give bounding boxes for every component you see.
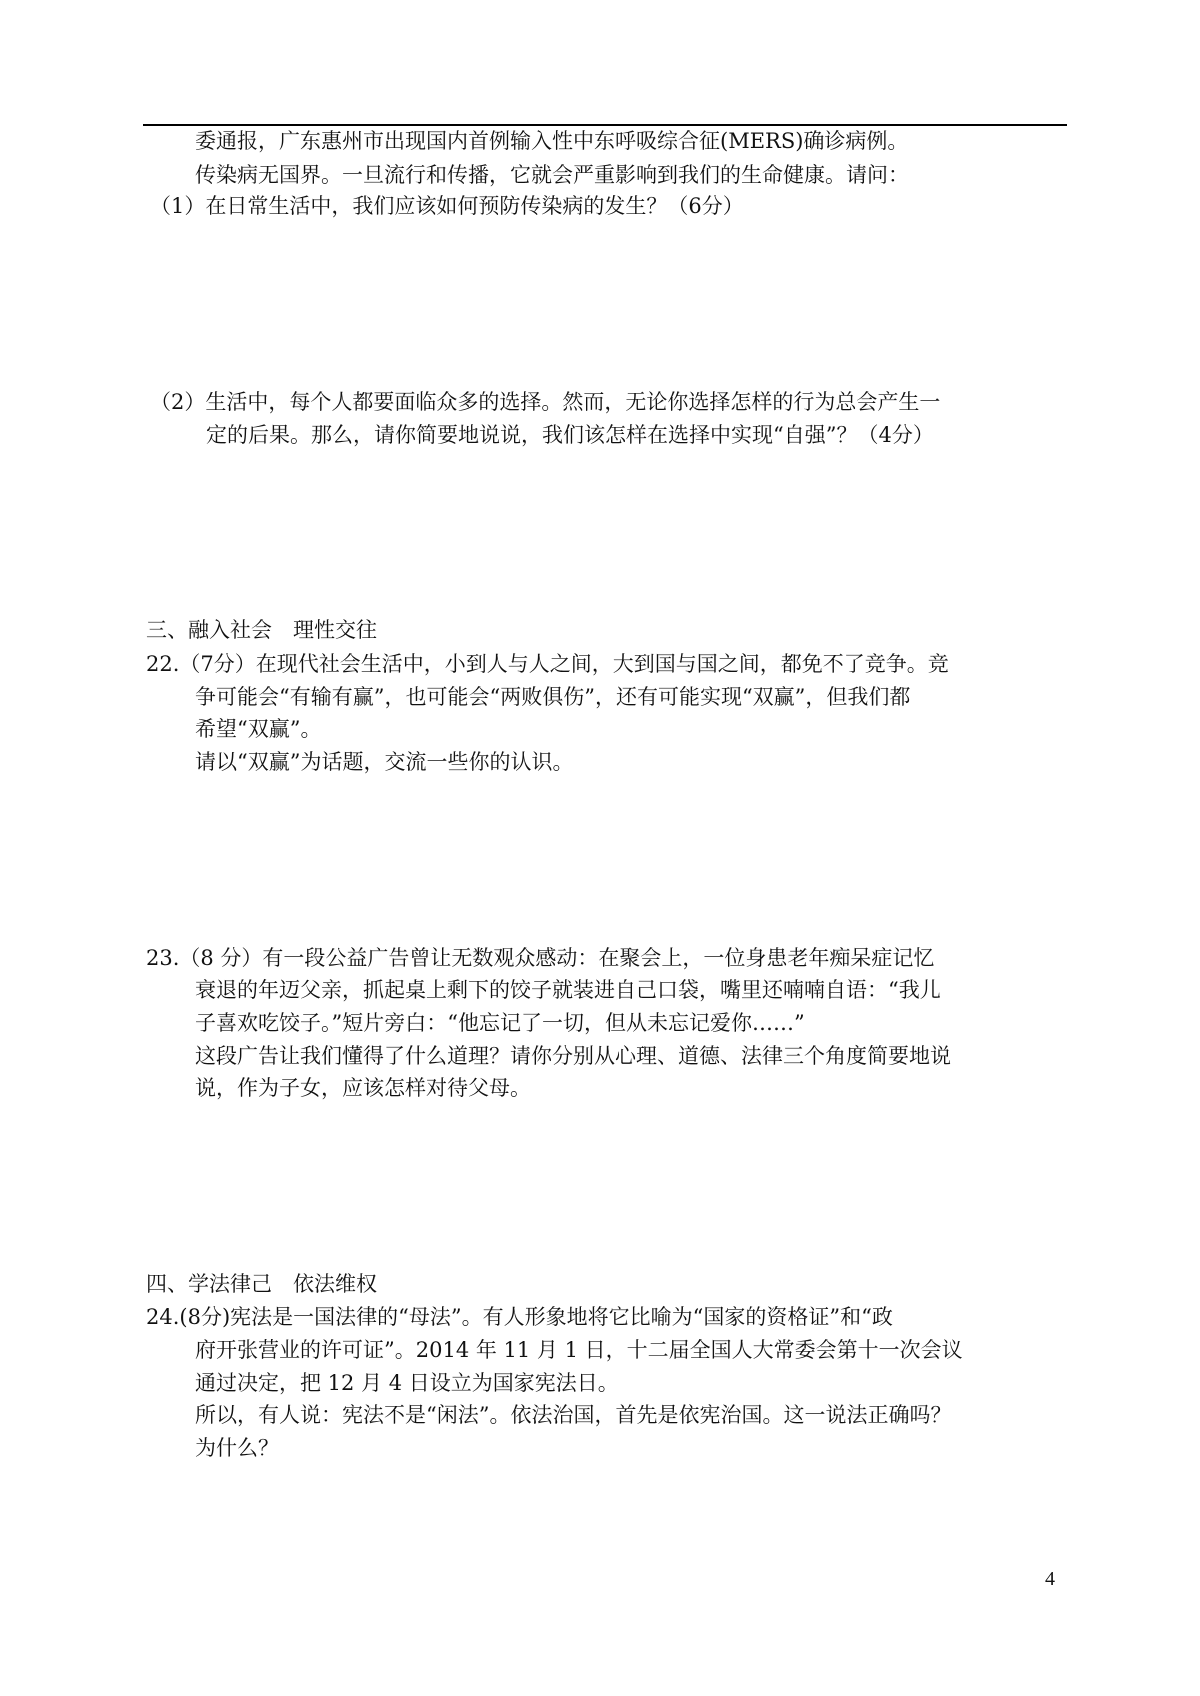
q23-line-1: 23.（8 分）有一段公益广告曾让无数观众感动：在聚会上，一位身患老年痴呆症记忆 [146,946,935,970]
q21-sub-question-2-line-1: （2）生活中，每个人都要面临众多的选择。然而，无论你选择怎样的行为总会产生一 [150,390,941,414]
q22-line-2: 争可能会“有输有赢”，也可能会“两败俱伤”，还有可能实现“双赢”，但我们都 [195,685,911,709]
q22-line-4: 请以“双赢”为话题，交流一些你的认识。 [195,750,574,774]
q24-line-4: 所以，有人说：宪法不是“闲法”。依法治国，首先是依宪治国。这一说法正确吗？ [195,1403,952,1427]
q24-line-5: 为什么？ [195,1436,279,1460]
q24-line-3: 通过决定，把 12 月 4 日设立为国家宪法日。 [195,1371,619,1395]
q23-line-4: 这段广告让我们懂得了什么道理？请你分别从心理、道德、法律三个角度简要地说 [195,1044,951,1068]
q24-line-1: 24.(8分)宪法是一国法律的“母法”。有人形象地将它比喻为“国家的资格证”和“政 [146,1305,893,1329]
page-number: 4 [1045,1568,1055,1590]
q22-line-3: 希望“双赢”。 [195,717,322,741]
header-rule [143,124,1067,126]
section-4-heading: 四、学法律己 依法维权 [146,1272,377,1296]
q21-sub-question-1: （1）在日常生活中，我们应该如何预防传染病的发生？（6分） [150,194,744,218]
q24-line-2: 府开张营业的许可证”。2014 年 11 月 1 日，十二届全国人大常委会第十一次会议 [195,1338,963,1362]
q21-sub-question-2-line-2: 定的后果。那么，请你简要地说说，我们该怎样在选择中实现“自强”？（4分） [206,423,934,447]
section-3-heading: 三、融入社会 理性交往 [146,618,377,642]
q23-line-5: 说，作为子女，应该怎样对待父母。 [195,1076,531,1100]
q21-intro-line-1: 委通报，广东惠州市出现国内首例输入性中东呼吸综合征(MERS)确诊病例。 [195,129,909,153]
q23-line-3: 子喜欢吃饺子。”短片旁白：“他忘记了一切，但从未忘记爱你……” [195,1011,805,1035]
q21-intro-line-2: 传染病无国界。一旦流行和传播，它就会严重影响到我们的生命健康。请问： [195,163,909,187]
q22-line-1: 22.（7分）在现代社会生活中，小到人与人之间，大到国与国之间，都免不了竞争。竞 [146,652,949,676]
q23-line-2: 衰退的年迈父亲，抓起桌上剩下的饺子就装进自己口袋，嘴里还喃喃自语：“我儿 [195,978,941,1002]
